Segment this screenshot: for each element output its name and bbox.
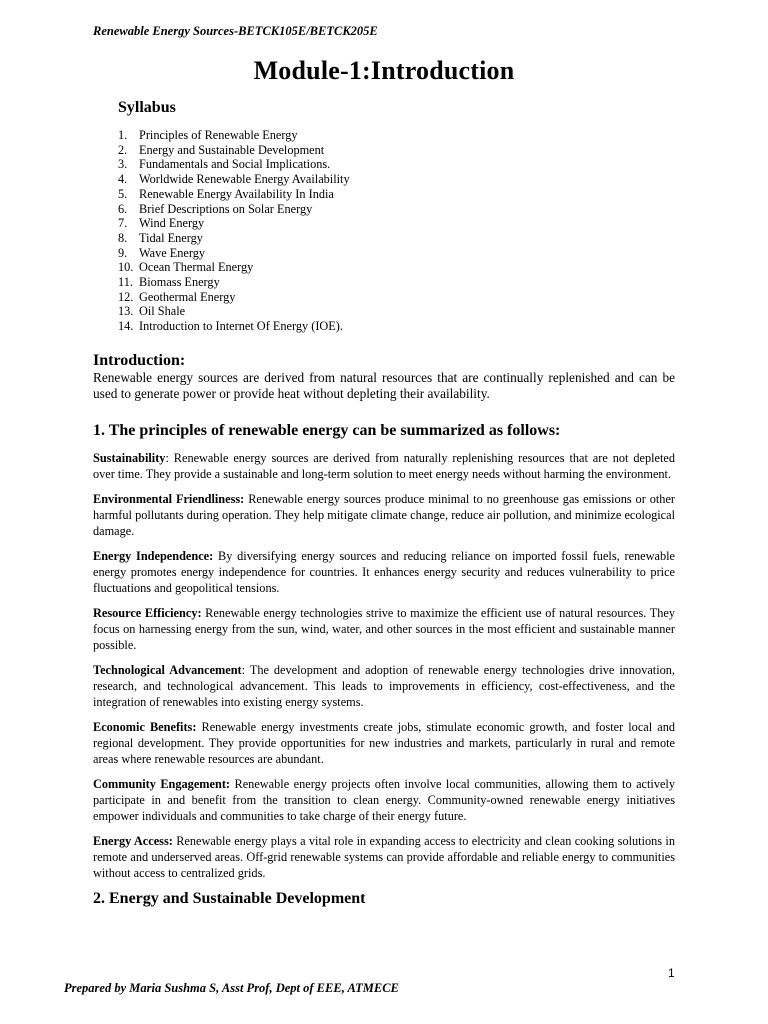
syllabus-item-number: 6.	[118, 201, 128, 216]
syllabus-item-number: 10.	[118, 260, 134, 275]
syllabus-item-text: Tidal Energy	[139, 230, 203, 245]
syllabus-item-text: Geothermal Energy	[139, 289, 236, 304]
section-1-heading: 1. The principles of renewable energy can be summarized as follows:	[93, 422, 561, 439]
syllabus-item	[118, 304, 350, 319]
principle-paragraph	[93, 776, 675, 824]
syllabus-item	[118, 231, 350, 246]
principle-text: Renewable energy sources are derived from naturally replenishing resources that are not depleted over time. They provide a sustainable and long-term solution to meet energy needs without harming the environment.	[93, 451, 675, 481]
principle-text: Renewable energy investments create jobs, stimulate economic growth, and foster local and regional development. They provide opportunities for new industries and markets, particularly in rural and remote areas where renewable resources are abundant.	[93, 720, 675, 766]
syllabus-item	[118, 290, 350, 305]
syllabus-item	[118, 216, 350, 231]
principle-separator: :	[165, 451, 169, 465]
running-footer: Prepared by Maria Sushma S, Asst Prof, Dept of EEE, ATMECE	[64, 981, 399, 995]
syllabus-heading: Syllabus	[118, 99, 176, 116]
running-header: Renewable Energy Sources-BETCK105E/BETCK205E	[93, 24, 378, 38]
principle-term: Energy Independence:	[93, 549, 214, 563]
syllabus-item	[118, 157, 350, 172]
syllabus-item	[118, 143, 350, 158]
principle-term: Sustainability	[93, 451, 166, 465]
principle-paragraph	[93, 450, 675, 482]
principle-separator: :	[241, 663, 246, 677]
principle-text: The development and adoption of renewable energy technologies drive innovation, research, and technological advancement. This leads to improvements in efficiency, cost-effectiveness, and the integration of renewables into existing energy systems.	[93, 663, 675, 709]
principle-term: Environmental Friendliness:	[93, 492, 245, 506]
syllabus-item-number: 5.	[118, 186, 128, 201]
principle-text: Renewable energy plays a vital role in expanding access to electricity and clean cooking solutions in remote and underserved areas. Off-grid renewable systems can provide affordable and reliable energy to communities without access to centralized grids.	[93, 834, 675, 880]
syllabus-item-number: 1.	[118, 128, 128, 142]
section-2-heading: 2. Energy and Sustainable Development	[93, 890, 366, 907]
syllabus-item	[118, 275, 350, 290]
syllabus-item-number: 14.	[118, 319, 134, 334]
principle-paragraph	[93, 719, 675, 767]
principle-term: Community Engagement:	[93, 777, 231, 791]
syllabus-item-number: 11.	[118, 275, 133, 290]
syllabus-item	[118, 128, 350, 143]
syllabus-item-number: 12.	[118, 289, 134, 304]
syllabus-item-number: 4.	[118, 172, 128, 187]
introduction-text: Renewable energy sources are derived from natural resources that are continually replenished and can be used to generate power or provide heat without depleting their availability.	[93, 370, 675, 401]
principle-text: Renewable energy projects often involve local communities, allowing them to actively participate in and benefit from the transition to clean energy. Community-owned renewable energy initiatives empower individuals and communities to take charge of their energy future.	[93, 777, 676, 823]
syllabus-item-text: Wind Energy	[139, 216, 205, 231]
syllabus-item-number: 2.	[118, 142, 128, 157]
syllabus-item-text: Wave Energy	[139, 245, 206, 260]
syllabus-item	[118, 246, 350, 261]
syllabus-item	[118, 319, 350, 334]
introduction-heading: Introduction:	[93, 352, 186, 369]
syllabus-list	[118, 128, 350, 334]
principle-paragraph	[93, 833, 675, 881]
principle-text: By diversifying energy sources and reducing reliance on imported fossil fuels, renewable energy promotes energy independence for countries. It enhances energy security and reduces vulnerability to price fluctuations and geopolitical tensions.	[93, 549, 675, 595]
syllabus-item-text: Introduction to Internet Of Energy (IOE).	[139, 319, 343, 334]
principle-term: Economic Benefits:	[93, 720, 197, 734]
principle-term: Technological Advancement	[93, 663, 242, 677]
syllabus-item-number: 3.	[118, 157, 128, 172]
principle-paragraph	[93, 548, 675, 596]
syllabus-item	[118, 202, 350, 217]
syllabus-item-number: 7.	[118, 216, 128, 231]
syllabus-item-text: Fundamentals and Social Implications.	[139, 157, 331, 172]
syllabus-item-text: Worldwide Renewable Energy Availability	[139, 172, 350, 187]
principles-list	[93, 450, 675, 881]
syllabus-item-text: Oil Shale	[139, 304, 186, 319]
syllabus-item-number: 8.	[118, 230, 128, 245]
principle-text: Renewable energy technologies strive to maximize the efficient use of natural resources. They focus on harnessing energy from the sun, wind, water, and other sources in the most efficient and sustainable manner possible.	[93, 606, 675, 652]
syllabus-item-text: Biomass Energy	[139, 275, 220, 290]
principle-term: Resource Efficiency:	[93, 606, 202, 620]
syllabus-item-number: 9.	[118, 245, 128, 260]
syllabus-item-text: Ocean Thermal Energy	[139, 260, 254, 275]
principle-paragraph	[93, 662, 675, 710]
main-content	[93, 352, 675, 908]
principle-paragraph	[93, 605, 675, 653]
principle-paragraph	[93, 491, 675, 539]
syllabus-item-text: Brief Descriptions on Solar Energy	[139, 201, 313, 216]
principle-term: Energy Access:	[93, 834, 173, 848]
syllabus-item-text: Energy and Sustainable Development	[139, 142, 325, 157]
page-number: 1	[668, 966, 675, 980]
syllabus-item-text: Principles of Renewable Energy	[139, 128, 298, 142]
syllabus-item	[118, 187, 350, 202]
syllabus-item-number: 13.	[118, 304, 134, 319]
page-title: Module-1:Introduction	[253, 56, 515, 85]
syllabus-item-text: Renewable Energy Availability In India	[139, 186, 334, 201]
syllabus-item	[118, 260, 350, 275]
principle-text: Renewable energy sources produce minimal to no greenhouse gas emissions or other harmful pollutants during operation. They help mitigate climate change, reduce air pollution, and minimize ecological damage.	[93, 492, 675, 538]
syllabus-item	[118, 172, 350, 187]
